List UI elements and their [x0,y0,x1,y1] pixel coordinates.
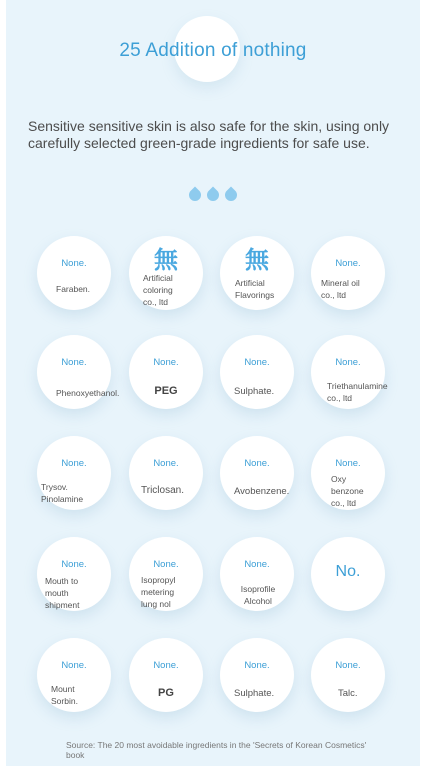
ingredient-badge [311,236,385,310]
ingredient-badge [37,537,111,611]
ingredient-badge [311,436,385,510]
none-label: None. [153,660,179,671]
ingredient-name: Phenoxyethanol. [56,388,120,398]
none-label: None. [153,559,179,570]
none-label: None. [244,458,270,469]
ingredient-badge [37,436,111,510]
ingredient-name: PEG [154,385,178,397]
none-label: None. [244,357,270,368]
ingredient-badge [311,335,388,409]
ingredient-badge [129,236,203,310]
ingredient-badge [129,537,203,611]
ingredient-name: PG [158,687,174,699]
ingredient-badge [220,638,294,712]
ingredient-badge [37,236,111,310]
none-label: None. [153,458,179,469]
ingredient-badge [220,436,294,510]
ingredient-badge [220,236,294,310]
ingredient-name: Avobenzene. [234,486,290,497]
ingredient-name: Isopropyl metering lung nol [141,575,176,609]
ingredient-badge [311,638,385,712]
ingredient-badge [220,537,294,611]
none-label: None. [244,559,270,570]
none-label: None. [335,357,361,368]
source-note: Source: The 20 most avoidable ingredients in the 'Secrets of Korean Cosmetics' book [66,740,367,760]
kanji-mu-icon: 無 [245,247,269,274]
ingredient-name: Isoprofile Alcohol [240,584,276,606]
none-label: None. [61,458,87,469]
ingredient-badge [37,638,111,712]
page-title: 25 Addition of nothing [119,40,307,61]
ingredient-name: Mineral oil co., ltd [321,278,360,300]
ingredient-badge [129,436,203,510]
ingredient-name: Artificial Flavorings [235,278,275,300]
ingredient-name: Trysov. Pinolamine [41,482,84,504]
none-label: None. [61,660,87,671]
ingredient-name: Triethanulamine co., ltd [327,381,388,403]
none-label: None. [244,660,270,671]
none-label: None. [153,357,179,368]
ingredient-name: Oxy benzone co., ltd [331,474,364,508]
content-panel [6,0,420,766]
none-label: None. [335,458,361,469]
ingredient-badge [129,335,203,409]
none-label: None. [61,258,87,269]
ingredient-grid [6,0,420,766]
ingredient-name: Sulphate. [234,386,275,397]
ingredient-name: No. [335,563,361,580]
ingredient-name: Sulphate. [234,688,275,699]
ingredient-name: Mouth to mouth shipment [45,576,80,610]
ingredient-name: Faraben. [56,284,91,294]
ingredient-badge [129,638,203,712]
ingredient-badge [220,335,294,409]
none-label: None. [61,357,87,368]
ingredient-badge [311,537,385,611]
ingredient-name: Triclosan. [141,485,184,496]
ingredient-name: Talc. [338,688,358,699]
none-label: None. [61,559,87,570]
kanji-mu-icon: 無 [154,247,178,274]
ingredient-name: Mount Sorbin. [51,684,78,706]
ingredient-badge [37,335,120,409]
none-label: None. [335,258,361,269]
ingredient-name: Artificial coloring co., ltd [143,273,173,307]
description: Sensitive sensitive skin is also safe for the skin, using only carefully selected green-grade ingredients for safe use. [28,118,390,151]
none-label: None. [335,660,361,671]
